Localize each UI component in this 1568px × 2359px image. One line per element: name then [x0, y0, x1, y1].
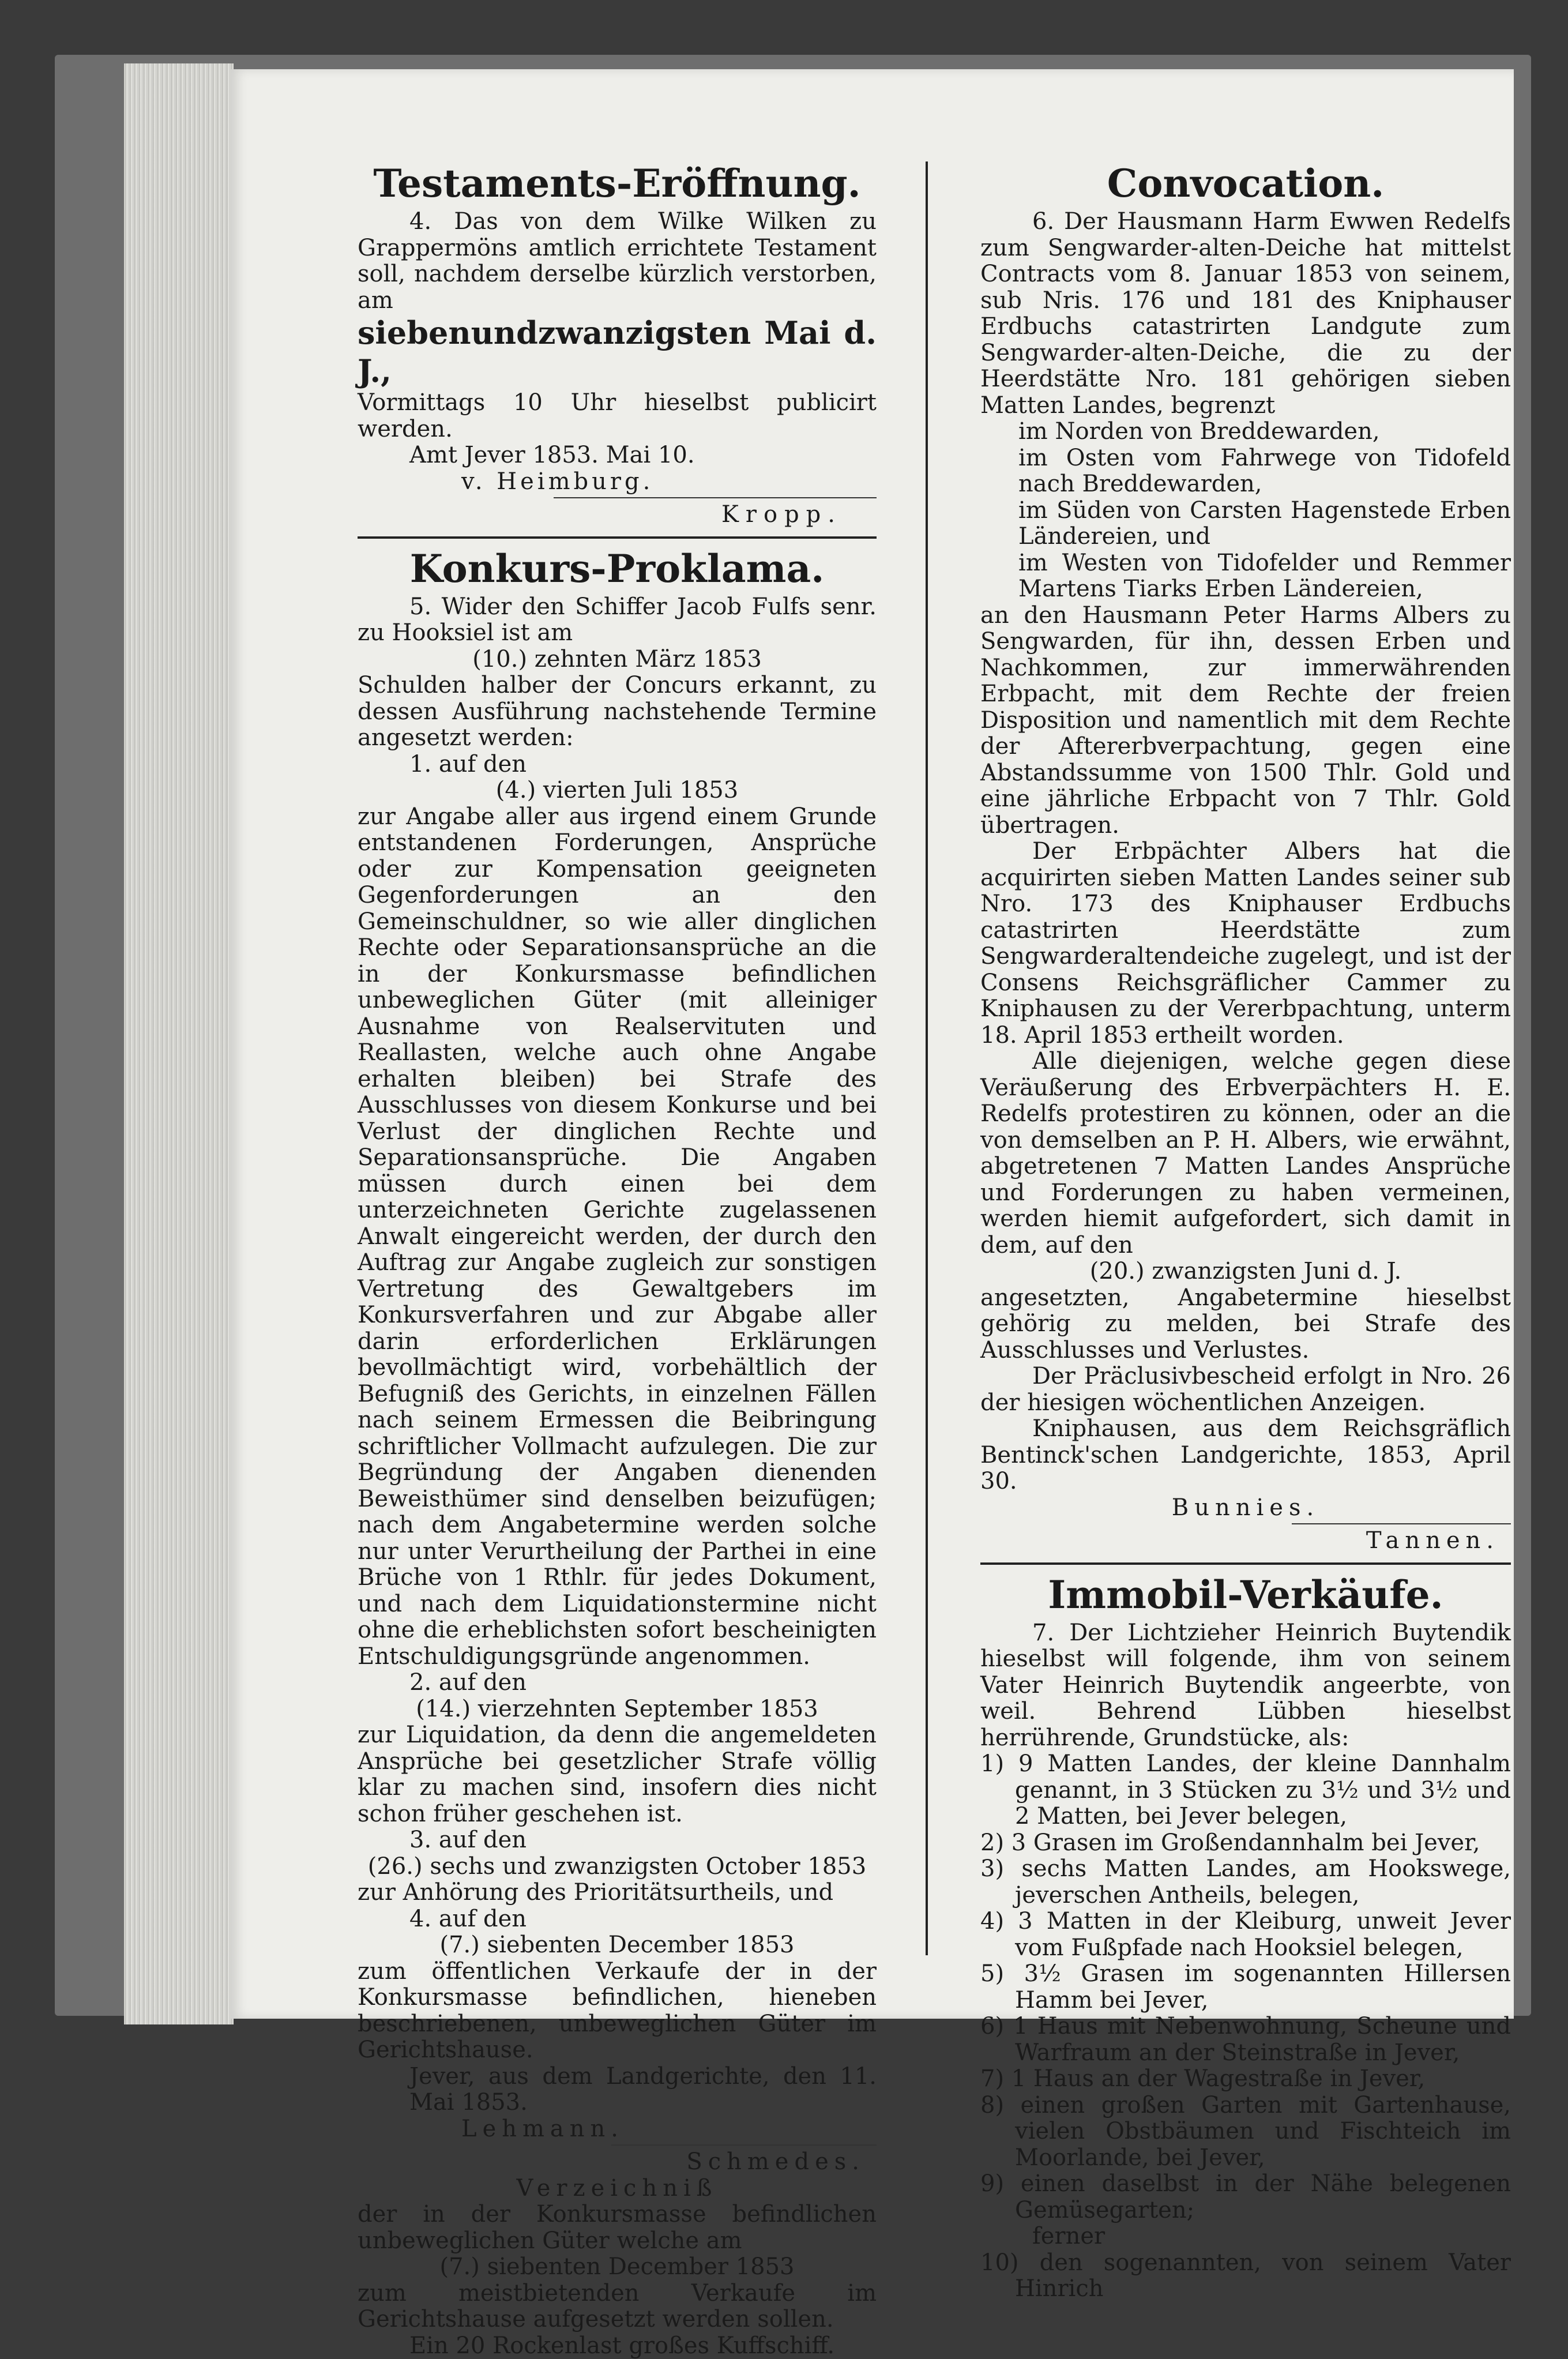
testament-time: Vormittags 10 Uhr hieselbst publicirt werden.: [358, 390, 877, 442]
convocation-p2: an den Hausmann Peter Harms Albers zu Sengwarden, für ihn, dessen Erben und Nachkommen, zur immerwährenden Erbpacht, mit dem Rechte der freien Disposition und namentlich mit dem Rechte der Aftererbverpachtung, gegen eine Abstandssumme von 1500 Thlr. Gold und eine jährliche Erbpacht von 7 Thlr. Gold übertragen.: [980, 603, 1511, 839]
konkurs-date-3: (14.) vierzehnten September 1853: [358, 1696, 877, 1723]
testament-title: Testaments-Eröffnung.: [358, 161, 877, 205]
convocation-section: [980, 161, 1511, 1554]
konkurs-p8: zum meistbietenden Verkaufe im Gerichtshause aufgesetzt werden sollen.: [358, 2281, 877, 2333]
konkurs-date-4: (26.) sechs und zwanzigsten October 1853: [358, 1854, 877, 1880]
convocation-p3: Der Erbpächter Albers hat die acquirirten sieben Matten Landes seiner sub Nro. 173 des Kniphauser Erdbuchs catastrirten Heerdstätte zum Sengwarderaltendeiche zugelegt, und ist der Consens Reichsgräflicher Cammer zu Kniphausen zu der Vererbpachtung, unterm 18. April 1853 ertheilt worden.: [980, 839, 1511, 1049]
konkurs-section: [358, 547, 877, 2359]
konkurs-date-5: (7.) siebenten December 1853: [358, 1932, 877, 1959]
testament-amt: Amt Jever 1853. Mai 10.: [358, 442, 877, 469]
sig-rule: [554, 497, 877, 498]
konkurs-term-3: 3. auf den: [358, 1827, 877, 1854]
immobil-p1: 7. Der Lichtzieher Heinrich Buytendik hieselbst will folgende, ihm von seinem Vater Heinrich Buytendik angeerbte, von weil. Behrend Lübben hieselbst herrührende, Grundstücke, als:: [980, 1620, 1511, 1752]
immobil-item: 10) den sogenannten, von seinem Vater Hinrich: [980, 2250, 1511, 2302]
immobil-item: 8) einen großen Garten mit Gartenhause, vielen Obstbäumen und Fischteich im Moorlande, bei Jever,: [980, 2093, 1511, 2172]
verzeichnis-heading: Verzeichniß: [358, 2176, 877, 2202]
immobil-item: 6) 1 Haus mit Nebenwohnung, Scheune und Warfraum an der Steinstraße in Jever,: [980, 2014, 1511, 2066]
konkurs-title: Konkurs-Proklama.: [358, 547, 877, 591]
immobil-item: 9) einen daselbst in der Nähe belegenen Gemüsegarten;: [980, 2171, 1511, 2223]
konkurs-term-1: 1. auf den: [358, 752, 877, 778]
immobil-section: [980, 1573, 1511, 2302]
konkurs-p6: zum öffentlichen Verkaufe der in der Konkursmasse befindlichen, hieneben beschriebenen, unbeweglichen Güter im Gerichtshause.: [358, 1959, 877, 2064]
testament-body: 4. Das von dem Wilke Wilken zu Grappermöns amtlich errichtete Testament soll, nachdem derselbe kürzlich verstorben, am: [358, 209, 877, 314]
konkurs-date-6: (7.) siebenten December 1853: [358, 2254, 877, 2281]
section-divider: [358, 536, 877, 539]
immobil-item: 3) sechs Matten Landes, am Hookswege, jeverschen Antheils, belegen,: [980, 1856, 1511, 1909]
left-column: [358, 156, 877, 2359]
immobil-title: Immobil-Verkäufe.: [980, 1573, 1511, 1617]
convocation-signature-2: Tannen.: [980, 1528, 1511, 1554]
boundary-north: im Norden von Breddewarden,: [980, 419, 1511, 445]
immobil-ferner: ferner: [980, 2223, 1511, 2250]
konkurs-last: Ein 20 Rockenlast großes Kuffschiff.: [358, 2333, 877, 2359]
sig-rule-3: [1292, 1523, 1511, 1524]
convocation-p5: angesetzten, Angabetermine hieselbst gehörig zu melden, bei Strafe des Ausschlusses und Verlustes.: [980, 1285, 1511, 1364]
konkurs-term-4: 4. auf den: [358, 1906, 877, 1933]
konkurs-p4: zur Liquidation, da denn die angemeldeten Ansprüche bei gesetzlicher Strafe völlig klar zu machen sind, insofern dies nicht schon früher geschehen ist.: [358, 1722, 877, 1827]
konkurs-p3: zur Angabe aller aus irgend einem Grunde entstandenen Forderungen, Ansprüche oder zur Kompensation geeigneten Gegenforderungen an den Gemeinschuldner, so wie aller dinglichen Rechte oder Separationsansprüche an die in der Konkursmasse befindlichen unbeweglichen Güter (mit alleiniger Ausnahme von Realservituten und Reallasten, welche auch ohne Angabe erhalten bleiben) bei Strafe des Ausschlusses von diesem Konkurse und bei Verlust der dinglichen Rechte und Separationsansprüche. Die Angaben müssen durch einen bei dem unterzeichneten Gerichte zugelassenen Anwalt eingereicht werden, der durch den Auftrag zur Angabe zugleich zur sonstigen Vertretung des Gewaltgebers im Konkursverfahren und zur Abgabe aller darin erforderlichen Erklärungen bevollmächtigt wird, vorbehältlich der Befugniß des Gerichts, in einzelnen Fällen nach seinem Ermessen die Beibringung schriftlicher Vollmacht aufzulegen. Die zur Begründung der Angaben dienenden Beweisthümer sind denselben beizufügen; nach dem Angabetermine werden solche nur unter Verurtheilung der Parthei in eine Brüche von 1 Rthlr. für jedes Dokument, und nach dem Liquidationstermine nicht ohne die erheblichsten sofort bescheinigten Entschuldigungsgründe angenommen.: [358, 804, 877, 1670]
konkurs-p7: der in der Konkursmasse befindlichen unbeweglichen Güter welche am: [358, 2202, 877, 2254]
immobil-item: 1) 9 Matten Landes, der kleine Dannhalm genannt, in 3 Stücken zu 3½ und 3½ und 2 Matten, bei Jever belegen,: [980, 1751, 1511, 1830]
boundary-south: im Süden von Carsten Hagenstede Erben Ländereien, und: [980, 498, 1511, 550]
convocation-p4: Alle diejenigen, welche gegen diese Veräußerung des Erbverpächters H. E. Redelfs protestiren zu können, oder an die von demselben an P. H. Albers, wie erwähnt, abgetretenen 7 Matten Landes Ansprüche und Forderungen zu haben vermeinen, werden hiemit aufgefordert, sich damit in dem, auf den: [980, 1049, 1511, 1259]
testament-section: [358, 161, 877, 528]
konkurs-p2: Schulden halber der Concurs erkannt, zu dessen Ausführung nachstehende Termine angesetzt werden:: [358, 673, 877, 752]
immobil-item: 7) 1 Haus an der Wagestraße in Jever,: [980, 2066, 1511, 2093]
konkurs-date-1: (10.) zehnten März 1853: [358, 647, 877, 673]
convocation-signature-1: Bunnies.: [980, 1495, 1511, 1522]
boundary-east: im Osten vom Fahrwege von Tidofeld nach Breddewarden,: [980, 445, 1511, 498]
convocation-p6: Der Präclusivbescheid erfolgt in Nro. 26 der hiesigen wöchentlichen Anzeigen.: [980, 1363, 1511, 1416]
boundary-west: im Westen von Tidofelder und Remmer Martens Tiarks Erben Ländereien,: [980, 550, 1511, 603]
konkurs-signature-1: Lehmann.: [358, 2116, 877, 2143]
section-divider-right: [980, 1562, 1511, 1565]
immobil-item: 5) 3½ Grasen im sogenannten Hillersen Hamm bei Jever,: [980, 1961, 1511, 2014]
testament-signature-2: Kropp.: [358, 502, 877, 528]
konkurs-p5: zur Anhörung des Prioritätsurtheils, und: [358, 1880, 877, 1906]
convocation-place: Kniphausen, aus dem Reichsgräflich Bentinck'schen Landgerichte, 1853, April 30.: [980, 1416, 1511, 1495]
column-divider: [926, 161, 928, 1955]
testament-signature-1: v. Heimburg.: [358, 469, 877, 495]
konkurs-place: Jever, aus dem Landgerichte, den 11. Mai 1853.: [358, 2064, 877, 2116]
immobil-item: 4) 3 Matten in der Kleiburg, unweit Jever vom Fußpfade nach Hooksiel belegen,: [980, 1909, 1511, 1961]
konkurs-p1: 5. Wider den Schiffer Jacob Fulfs senr. zu Hooksiel ist am: [358, 594, 877, 647]
document-page: [231, 69, 1514, 2019]
konkurs-term-2: 2. auf den: [358, 1670, 877, 1696]
konkurs-date-2: (4.) vierten Juli 1853: [358, 777, 877, 804]
sig-rule-2: [611, 2144, 877, 2146]
konkurs-signature-2: Schmedes.: [358, 2149, 877, 2176]
convocation-date: (20.) zwanzigsten Juni d. J.: [980, 1259, 1511, 1285]
convocation-p1: 6. Der Hausmann Harm Ewwen Redelfs zum Sengwarder-alten-Deiche hat mittelst Contracts vom 8. Januar 1853 von seinem, sub Nris. 176 und 181 des Kniphauser Erdbuchs catastrirten Landgute zum Sengwarder-alten-Deiche, die zu der Heerdstätte Nro. 181 gehörigen sieben Matten Landes, begrenzt: [980, 209, 1511, 419]
page-edges: [124, 63, 234, 2024]
right-column: [980, 156, 1511, 2302]
immobil-item: 2) 3 Grasen im Großendannhalm bei Jever,: [980, 1830, 1511, 1857]
testament-date: siebenundzwanzigsten Mai d. J.,: [358, 314, 877, 390]
convocation-title: Convocation.: [980, 161, 1511, 205]
